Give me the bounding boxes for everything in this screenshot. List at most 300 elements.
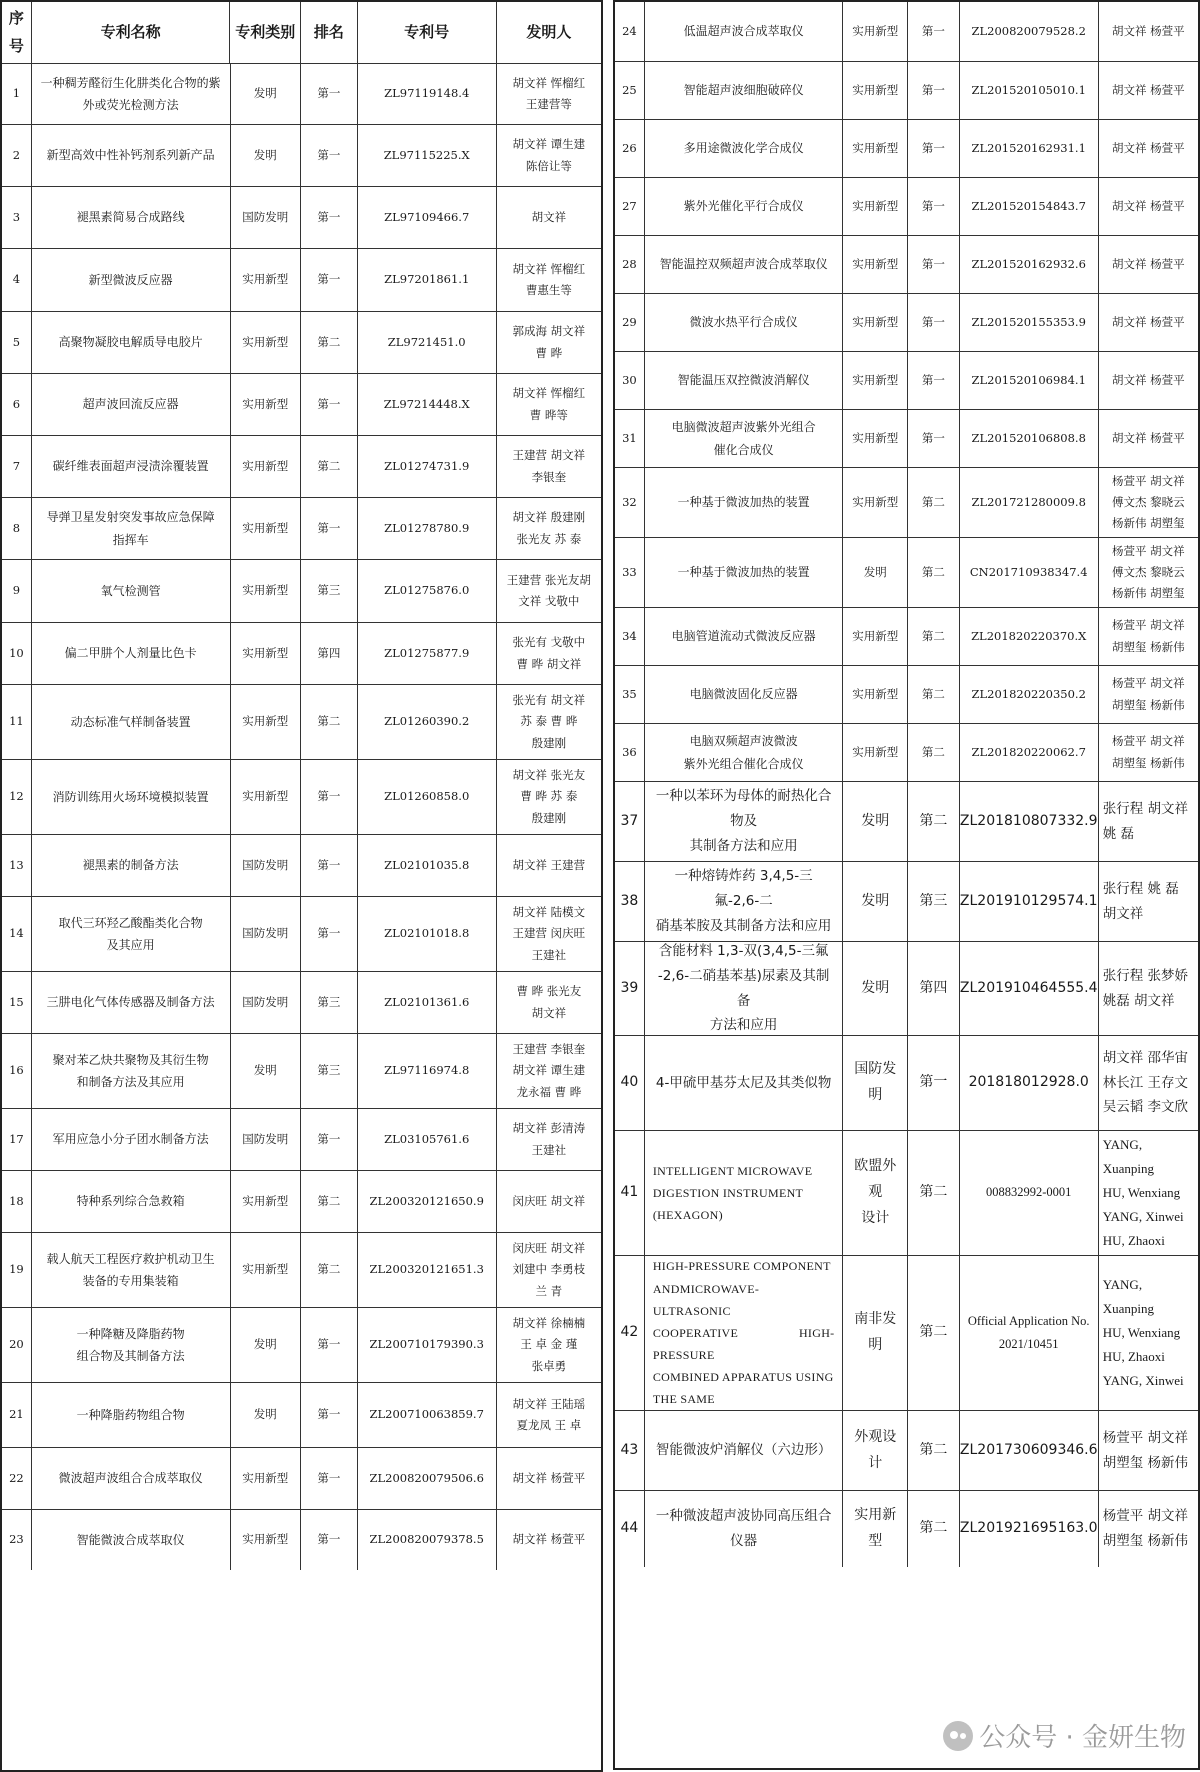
patent-number bbox=[960, 608, 1099, 665]
patent-number bbox=[358, 1109, 497, 1170]
row-idx-text: 15 bbox=[9, 994, 24, 1009]
patent-rank bbox=[301, 187, 358, 248]
patent-name-text: 电脑微波超声波紫外光组合 催化合成仪 bbox=[671, 420, 816, 457]
table-row bbox=[615, 1256, 1198, 1411]
row-idx-text: 4 bbox=[12, 272, 21, 287]
patent-name-text: 褪黑素简易合成路线 bbox=[76, 210, 185, 225]
row-idx-text: 27 bbox=[622, 198, 637, 213]
patent-rank bbox=[908, 294, 960, 351]
row-idx bbox=[2, 1510, 32, 1570]
patent-inventors bbox=[1099, 1491, 1198, 1567]
row-idx-text: 29 bbox=[622, 314, 637, 329]
patent-name-text: 智能超声波细胞破碎仪 bbox=[683, 83, 804, 98]
patent-name bbox=[32, 1308, 231, 1382]
patent-number-text: ZL200710063859.7 bbox=[369, 1407, 484, 1422]
row-idx bbox=[2, 897, 32, 971]
row-idx bbox=[2, 312, 32, 373]
patent-inventors-text: 胡文祥 张光友 曹 晔 苏 泰 殷建刚 bbox=[512, 768, 586, 825]
row-idx bbox=[615, 62, 645, 119]
table-row bbox=[2, 498, 601, 560]
patent-inventors bbox=[1099, 1411, 1198, 1490]
table-row bbox=[2, 972, 601, 1034]
row-idx bbox=[615, 236, 645, 293]
table-row bbox=[615, 1131, 1198, 1256]
patent-number bbox=[358, 1448, 497, 1509]
patent-name-text: 取代三环羟乙酸酯类化合物 及其应用 bbox=[58, 915, 203, 952]
patent-inventors bbox=[497, 972, 601, 1033]
row-idx bbox=[2, 560, 32, 622]
header-name: 专利名称 bbox=[32, 2, 231, 63]
patent-number-text: ZL201910464555.4 bbox=[959, 979, 1098, 996]
patent-name-text: 超声波回流反应器 bbox=[82, 397, 179, 412]
patent-inventors-text: 王建营 李银奎 胡文祥 谭生建 龙永福 曹 晔 bbox=[512, 1042, 586, 1099]
table-row bbox=[2, 1448, 601, 1510]
patent-type-text: 实用新型 bbox=[852, 744, 899, 759]
patent-number-text: ZL01275877.9 bbox=[384, 645, 470, 660]
table-row bbox=[2, 436, 601, 498]
row-idx-text: 5 bbox=[12, 334, 21, 349]
table-row bbox=[615, 942, 1198, 1036]
patent-inventors bbox=[497, 1233, 601, 1307]
patent-inventors bbox=[1099, 538, 1198, 607]
row-idx-text: 7 bbox=[12, 458, 21, 473]
table-row bbox=[2, 1383, 601, 1448]
patent-number bbox=[358, 312, 497, 373]
patent-inventors bbox=[497, 1034, 601, 1108]
patent-inventors-text: 杨萱平 胡文祥 胡塑玺 杨新伟 bbox=[1102, 1508, 1188, 1549]
patent-rank bbox=[908, 538, 960, 607]
patent-inventors-text: 胡文祥 杨萱平 bbox=[1112, 372, 1185, 387]
patent-number-text: ZL201520155353.9 bbox=[971, 314, 1086, 329]
patent-type bbox=[843, 862, 908, 941]
patent-rank bbox=[301, 972, 358, 1033]
table-row bbox=[2, 312, 601, 374]
patent-rank-text: 第一 bbox=[317, 1131, 341, 1146]
patent-name-text: 消防训练用火场环境模拟装置 bbox=[52, 789, 209, 804]
patent-rank-text: 第二 bbox=[919, 1324, 948, 1341]
row-idx-text: 9 bbox=[12, 583, 21, 598]
patent-number-text: ZL97116974.8 bbox=[384, 1063, 470, 1078]
patent-rank bbox=[908, 468, 960, 537]
patent-type bbox=[231, 1448, 302, 1509]
patent-type-text: 实用新型 bbox=[852, 430, 899, 445]
patent-rank bbox=[301, 1233, 358, 1307]
patent-number-text: ZL97115225.X bbox=[383, 147, 470, 162]
patent-name bbox=[645, 62, 844, 119]
patent-inventors bbox=[497, 560, 601, 622]
patent-number bbox=[960, 1256, 1099, 1410]
patent-number-text: ZL200710179390.3 bbox=[369, 1337, 484, 1352]
row-idx-text: 26 bbox=[622, 140, 637, 155]
row-idx-text: 17 bbox=[9, 1131, 24, 1146]
patent-rank bbox=[301, 249, 358, 311]
patent-name bbox=[32, 1171, 231, 1232]
patent-rank bbox=[908, 1411, 960, 1490]
patent-inventors-text: 张光有 戈敬中 曹 晔 胡文祥 bbox=[512, 635, 586, 671]
row-idx-text: 3 bbox=[12, 209, 21, 224]
patent-type-text: 发明 bbox=[253, 1407, 277, 1422]
patent-type-text: 实用新型 bbox=[852, 372, 899, 387]
patent-number bbox=[960, 782, 1099, 861]
patent-inventors bbox=[1099, 724, 1198, 781]
patent-name-text: 多用途微波化学合成仪 bbox=[683, 141, 804, 156]
patent-number-text: ZL201810807332.9 bbox=[959, 812, 1098, 829]
row-idx bbox=[2, 835, 32, 896]
row-idx-text: 13 bbox=[9, 857, 24, 872]
patent-rank bbox=[908, 410, 960, 467]
patent-name bbox=[32, 374, 231, 435]
patent-rank-text: 第二 bbox=[919, 1520, 948, 1537]
patent-inventors bbox=[497, 125, 601, 186]
patent-rank-text: 第一 bbox=[317, 86, 341, 101]
patent-name bbox=[645, 538, 844, 607]
table-row bbox=[615, 1411, 1198, 1491]
patent-rank bbox=[908, 1256, 960, 1410]
patent-name-text: 低温超声波合成萃取仪 bbox=[683, 24, 804, 39]
patent-rank bbox=[301, 1448, 358, 1509]
row-idx bbox=[2, 1383, 32, 1447]
patent-inventors bbox=[497, 1383, 601, 1447]
patent-type bbox=[231, 972, 302, 1033]
patent-number bbox=[960, 236, 1099, 293]
patent-type bbox=[843, 1491, 908, 1567]
patent-rank bbox=[301, 498, 358, 559]
patent-number bbox=[960, 62, 1099, 119]
row-idx bbox=[2, 187, 32, 248]
patent-name bbox=[32, 1034, 231, 1108]
patent-inventors bbox=[1099, 120, 1198, 177]
header-idx: 序号 bbox=[2, 2, 32, 63]
patent-number bbox=[960, 1491, 1099, 1567]
patent-inventors bbox=[1099, 468, 1198, 537]
patent-name-text: 一种以苯环为母体的耐热化合物及 其制备方法和应用 bbox=[655, 788, 832, 854]
patent-number bbox=[960, 468, 1099, 537]
patent-type-text: 国防发明 bbox=[242, 926, 289, 941]
patent-rank-text: 第一 bbox=[317, 1532, 341, 1547]
patent-rank bbox=[908, 2, 960, 61]
patent-name-text: 动态标准气样制备装置 bbox=[70, 714, 191, 729]
row-idx-text: 32 bbox=[622, 494, 637, 509]
patent-inventors-text: 胡文祥 bbox=[531, 209, 567, 224]
patent-inventors bbox=[1099, 1256, 1198, 1410]
patent-type bbox=[231, 897, 302, 971]
patent-rank-text: 第一 bbox=[317, 789, 341, 804]
patent-rank bbox=[908, 666, 960, 723]
table-row bbox=[2, 249, 601, 312]
table-row bbox=[2, 64, 601, 125]
patent-inventors-text: 胡文祥 杨萱平 bbox=[1112, 82, 1185, 97]
patent-type-text: 发明 bbox=[861, 812, 890, 829]
patent-rank-text: 第二 bbox=[921, 744, 945, 759]
patent-rank-text: 第二 bbox=[317, 334, 341, 349]
patent-type-text: 发明 bbox=[253, 147, 277, 162]
patent-inventors-text: 张行程 胡文祥 姚 磊 bbox=[1102, 800, 1188, 842]
patent-rank bbox=[908, 724, 960, 781]
row-idx bbox=[2, 1034, 32, 1108]
patent-number-text: ZL201921695163.0 bbox=[959, 1520, 1098, 1537]
row-idx-text: 19 bbox=[9, 1262, 24, 1277]
patent-name bbox=[645, 410, 844, 467]
patent-number bbox=[358, 1308, 497, 1382]
patent-rank-text: 第四 bbox=[919, 979, 948, 996]
patent-type-text: 实用新型 bbox=[242, 1532, 289, 1547]
row-idx bbox=[615, 538, 645, 607]
patent-type bbox=[231, 436, 302, 497]
patent-number bbox=[358, 498, 497, 559]
patent-rank bbox=[301, 835, 358, 896]
patent-rank-text: 第三 bbox=[317, 1063, 341, 1078]
patent-number-text: ZL97201861.1 bbox=[384, 272, 470, 287]
patent-name-text: 高聚物凝胶电解质导电胶片 bbox=[58, 335, 203, 350]
patent-number-text: ZL01274731.9 bbox=[384, 458, 470, 473]
patent-type bbox=[843, 724, 908, 781]
patent-type bbox=[843, 666, 908, 723]
patent-number-text: 008832992-0001 bbox=[985, 1185, 1072, 1200]
patent-number-text: ZL201520106808.8 bbox=[971, 430, 1086, 445]
patent-rank bbox=[908, 1036, 960, 1130]
row-idx-text: 30 bbox=[622, 372, 637, 387]
patent-rank-text: 第二 bbox=[919, 812, 948, 829]
table-row bbox=[615, 538, 1198, 608]
row-idx bbox=[2, 972, 32, 1033]
patent-number-text: ZL01260858.0 bbox=[384, 789, 470, 804]
patent-name bbox=[645, 352, 844, 409]
patent-number bbox=[960, 178, 1099, 235]
patent-inventors bbox=[1099, 294, 1198, 351]
patent-type-text: 实用新型 bbox=[242, 272, 289, 287]
patent-rank-text: 第二 bbox=[317, 1193, 341, 1208]
patent-name bbox=[645, 724, 844, 781]
patent-inventors bbox=[1099, 352, 1198, 409]
row-idx bbox=[615, 1131, 645, 1255]
patent-inventors-text: 胡文祥 谭生建 陈倍让等 bbox=[512, 137, 586, 173]
patent-inventors-text: 胡文祥 殷建刚 张光友 苏 泰 bbox=[512, 510, 586, 546]
patent-name-text: 褪黑素的制备方法 bbox=[82, 858, 179, 873]
patent-inventors-text: 胡文祥 恽榴红 曹 晔等 bbox=[512, 386, 586, 422]
row-idx bbox=[2, 1233, 32, 1307]
patent-name-text: 智能温压双控微波消解仪 bbox=[677, 373, 810, 388]
row-idx-text: 2 bbox=[12, 147, 21, 162]
patent-inventors bbox=[497, 498, 601, 559]
table-row bbox=[615, 724, 1198, 782]
patent-name bbox=[32, 1109, 231, 1170]
patent-inventors-text: 胡文祥 杨萱平 bbox=[512, 1532, 586, 1547]
patent-inventors bbox=[497, 897, 601, 971]
patent-name bbox=[32, 1233, 231, 1307]
patent-name bbox=[32, 498, 231, 559]
table-row bbox=[2, 125, 601, 187]
row-idx-text: 20 bbox=[9, 1337, 24, 1352]
table-row bbox=[2, 1510, 601, 1570]
row-idx bbox=[615, 608, 645, 665]
patent-name bbox=[32, 972, 231, 1033]
row-idx-text: 37 bbox=[620, 812, 639, 829]
patent-inventors bbox=[497, 1510, 601, 1570]
patent-name bbox=[645, 236, 844, 293]
patent-name bbox=[645, 120, 844, 177]
patent-name bbox=[645, 1256, 844, 1410]
row-idx-text: 23 bbox=[9, 1532, 24, 1547]
patent-inventors bbox=[1099, 666, 1198, 723]
patent-name-text: 导弹卫星发射突发事故应急保障 指挥车 bbox=[46, 510, 215, 547]
table-row bbox=[615, 862, 1198, 942]
patent-inventors bbox=[497, 835, 601, 896]
patent-rank bbox=[301, 1383, 358, 1447]
row-idx bbox=[2, 760, 32, 834]
patent-name-text: 偏二甲肼个人剂量比色卡 bbox=[64, 646, 197, 661]
patent-type-text: 实用新型 bbox=[852, 256, 899, 271]
patent-name bbox=[645, 782, 844, 861]
patent-rank-text: 第二 bbox=[921, 564, 945, 579]
patent-type bbox=[843, 782, 908, 861]
table-row bbox=[615, 236, 1198, 294]
patent-number bbox=[358, 972, 497, 1033]
patent-name-text: 电脑双频超声波微波 紫外光组合催化合成仪 bbox=[683, 734, 804, 771]
patent-number bbox=[358, 249, 497, 311]
patent-type-text: 实用新型 bbox=[242, 645, 289, 660]
patent-rank-text: 第一 bbox=[921, 372, 945, 387]
patent-name bbox=[32, 436, 231, 497]
patent-inventors-text: 张行程 张梦娇 姚磊 胡文祥 bbox=[1102, 967, 1188, 1009]
patent-rank bbox=[908, 352, 960, 409]
patent-name bbox=[645, 1036, 844, 1130]
patent-rank-text: 第三 bbox=[919, 892, 948, 909]
row-idx-text: 25 bbox=[622, 82, 637, 97]
patent-rank-text: 第二 bbox=[317, 714, 341, 729]
row-idx bbox=[615, 410, 645, 467]
patent-inventors-text: YANG, Xuanping HU, Wenxiang HU, Zhaoxi YANG, Xinwei bbox=[1102, 1276, 1184, 1389]
row-idx bbox=[2, 1448, 32, 1509]
patent-inventors-text: YANG, Xuanping HU, Wenxiang YANG, Xinwei HU, Zhaoxi bbox=[1102, 1136, 1184, 1249]
patent-name-text: 一种熔铸炸药 3,4,5-三氟-2,6-二 硝基苯胺及其制备方法和应用 bbox=[655, 868, 832, 934]
patent-name bbox=[645, 178, 844, 235]
patent-rank-text: 第一 bbox=[921, 198, 945, 213]
patent-type bbox=[231, 1510, 302, 1570]
header-inventors: 发明人 bbox=[526, 22, 572, 41]
patent-number bbox=[358, 685, 497, 759]
patent-type bbox=[231, 760, 302, 834]
patent-rank bbox=[908, 608, 960, 665]
patent-name-text: 特种系列综合急救箱 bbox=[76, 1194, 185, 1209]
table-row bbox=[2, 1034, 601, 1109]
patent-type-text: 发明 bbox=[861, 892, 890, 909]
patent-number-text: Official Application No. 2021/10451 bbox=[967, 1313, 1090, 1351]
patent-number-text: ZL01260390.2 bbox=[384, 714, 470, 729]
patent-number-text: ZL200320121650.9 bbox=[369, 1193, 484, 1208]
patent-rank-text: 第一 bbox=[317, 1407, 341, 1422]
patent-type bbox=[231, 249, 302, 311]
patent-type-text: 实用新型 bbox=[242, 789, 289, 804]
patent-inventors-text: 胡文祥 杨萱平 bbox=[512, 1470, 586, 1485]
patent-name bbox=[645, 468, 844, 537]
row-idx-text: 8 bbox=[12, 520, 21, 535]
patent-type-text: 欧盟外观 设计 bbox=[854, 1158, 897, 1226]
patent-inventors-text: 胡文祥 杨萱平 bbox=[1112, 256, 1185, 271]
patent-inventors bbox=[497, 1171, 601, 1232]
patent-name-text: 紫外光催化平行合成仪 bbox=[683, 199, 804, 214]
patent-inventors bbox=[497, 623, 601, 684]
patent-name bbox=[645, 666, 844, 723]
row-idx bbox=[615, 1491, 645, 1567]
patent-number bbox=[358, 1383, 497, 1447]
patent-number-text: ZL200820079378.5 bbox=[369, 1532, 484, 1547]
patent-number-text: ZL02101035.8 bbox=[384, 857, 470, 872]
patent-rank-text: 第一 bbox=[317, 520, 341, 535]
patent-inventors bbox=[1099, 62, 1198, 119]
patent-name-text: 微波水热平行合成仪 bbox=[689, 315, 798, 330]
patent-inventors-text: 杨萱平 胡文祥 胡塑玺 杨新伟 bbox=[1112, 734, 1185, 770]
patent-rank bbox=[301, 897, 358, 971]
patent-type bbox=[843, 942, 908, 1035]
patent-rank bbox=[301, 436, 358, 497]
patent-number bbox=[960, 862, 1099, 941]
row-idx-text: 43 bbox=[620, 1441, 639, 1458]
patent-rank bbox=[301, 1034, 358, 1108]
row-idx-text: 33 bbox=[622, 564, 637, 579]
patent-type bbox=[843, 410, 908, 467]
patent-rank bbox=[908, 782, 960, 861]
patent-number-text: 201818012928.0 bbox=[968, 1074, 1089, 1091]
patent-number-text: ZL201520105010.1 bbox=[971, 82, 1086, 97]
patent-rank bbox=[301, 1510, 358, 1570]
patent-name-text: 智能微波炉消解仪（六边形） bbox=[655, 1442, 832, 1459]
patent-type bbox=[231, 1034, 302, 1108]
patent-inventors bbox=[1099, 942, 1198, 1035]
patent-name bbox=[645, 1411, 844, 1490]
patent-type-text: 发明 bbox=[863, 564, 887, 579]
patent-type-text: 发明 bbox=[253, 1063, 277, 1078]
patent-inventors-text: 胡文祥 王陆瑶 夏龙凤 王 卓 bbox=[512, 1396, 586, 1432]
row-idx-text: 1 bbox=[12, 86, 21, 101]
patent-number-text: ZL201520162931.1 bbox=[971, 140, 1086, 155]
patent-type-text: 实用新型 bbox=[852, 198, 899, 213]
patent-name bbox=[32, 623, 231, 684]
patent-type bbox=[231, 623, 302, 684]
patent-name bbox=[645, 294, 844, 351]
patent-number-text: ZL200820079528.2 bbox=[971, 23, 1086, 38]
patent-number-text: ZL97119148.4 bbox=[384, 86, 470, 101]
table-row bbox=[615, 178, 1198, 236]
patent-name bbox=[32, 897, 231, 971]
patent-rank bbox=[301, 374, 358, 435]
patent-inventors-text: 胡文祥 杨萱平 bbox=[1112, 198, 1185, 213]
patent-type-text: 实用新型 bbox=[854, 1507, 897, 1549]
patent-rank-text: 第一 bbox=[921, 430, 945, 445]
patent-rank-text: 第一 bbox=[921, 140, 945, 155]
patent-name bbox=[32, 685, 231, 759]
patent-number-text: CN201710938347.4 bbox=[969, 564, 1088, 579]
patent-type bbox=[231, 1233, 302, 1307]
patent-rank-text: 第二 bbox=[921, 686, 945, 701]
patent-inventors bbox=[1099, 410, 1198, 467]
row-idx bbox=[615, 724, 645, 781]
patent-number bbox=[960, 120, 1099, 177]
row-idx bbox=[2, 374, 32, 435]
patent-rank-text: 第一 bbox=[317, 857, 341, 872]
patent-number bbox=[358, 835, 497, 896]
patent-name-text: 微波超声波组合合成萃取仪 bbox=[58, 1471, 203, 1486]
patent-type bbox=[843, 178, 908, 235]
row-idx-text: 35 bbox=[622, 686, 637, 701]
table-row bbox=[2, 1308, 601, 1383]
patent-name-text: 智能温控双频超声波合成萃取仪 bbox=[659, 257, 828, 272]
row-idx-text: 24 bbox=[622, 23, 637, 38]
row-idx bbox=[615, 666, 645, 723]
patent-rank bbox=[301, 685, 358, 759]
row-idx-text: 41 bbox=[620, 1184, 639, 1201]
patent-number-text: ZL97109466.7 bbox=[384, 209, 470, 224]
patent-rank bbox=[301, 64, 358, 124]
